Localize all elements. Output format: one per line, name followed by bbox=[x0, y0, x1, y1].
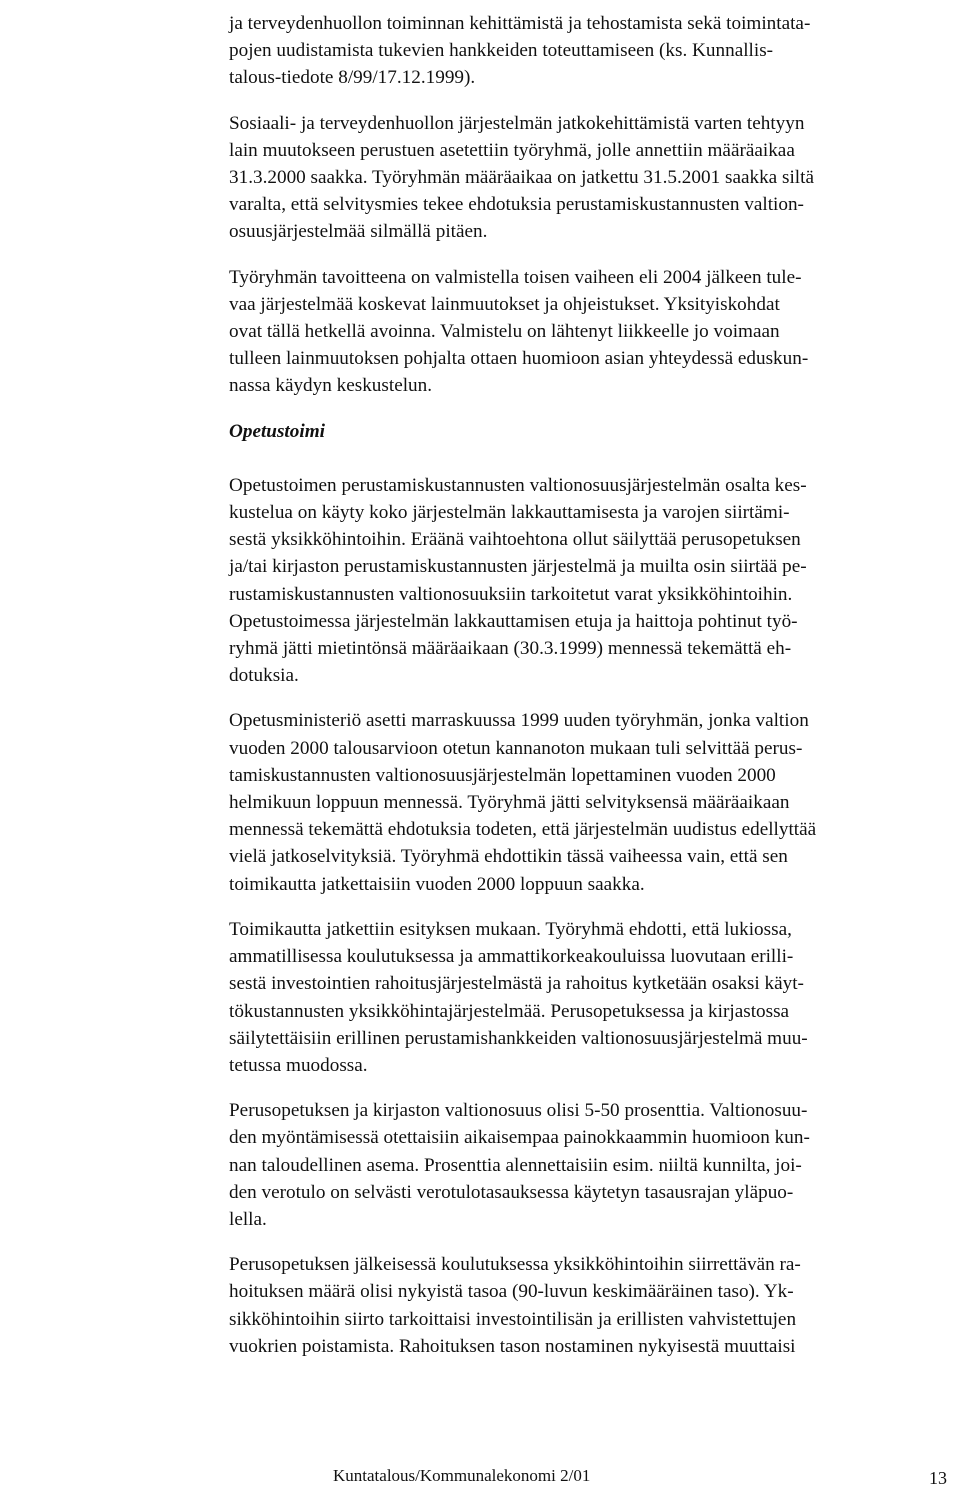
document-body bbox=[229, 10, 929, 1378]
footer-publication: Kuntatalous/Kommunalekonomi 2/01 bbox=[333, 1466, 591, 1485]
paragraph-education-discussion: Opetustoimen perustamiskustannusten valtionosuusjärjestelmän osalta kes- kustelua on käyty koko järjestelmän lakkauttamisesta ja varojen siirtämi- sestä yksikköhintoihin. Eräänä vaihtoehtona ollut säilyttää perusopetuksen ja/tai kirjaston perustamiskustannusten järjestelmä ja muilta osin siirtää pe- rustamiskustannusten valtionosuuksiin tarkoitetut varat yksikköhintoihin. Opetustoimessa järjestelmän lakkauttamisen etuja ja haittoja pohtinut työ- ryhmä jätti mietintönsä määräaikaan (30.3.1999) mennessä tekemättä eh- dotuksia. bbox=[229, 474, 807, 687]
section-heading-opetustoimi: Opetustoimi bbox=[229, 420, 325, 442]
page-number: 13 bbox=[929, 1468, 947, 1488]
paragraph-working-group: Sosiaali- ja terveydenhuollon järjestelmän jatkokehittämistä varten tehtyyn lain muutokseen perustuen asetettiin työryhmä, jolle annettiin määräaikaa 31.3.2000 saakka. Työryhmän määräaikaa on jatkettu 31.5.2001 saakka siltä varalta, että selvitysmies tekee ehdotuksia perustamiskustannusten valtion- osuusjärjestelmää silmällä pitäen. bbox=[229, 112, 814, 243]
paragraph-ministry-working-group: Opetusministeriö asetti marraskuussa 1999 uuden työryhmän, jonka valtion vuoden 2000 talousarvioon otetun kannanoton mukaan tuli selvittää perus- tamiskustannusten valtionosuusjärjestelmän lopettaminen vuoden 2000 helmikuun loppuun mennessä. Työryhmä jätti selvityksensä määräaikaan mennessä tekemättä ehdotuksia todeten, että järjestelmän uudistus edellyttää vielä jatkoselvityksiä. Työryhmä ehdottikin tässä vaiheessa vain, että sen toimikautta jatkettaisiin vuoden 2000 loppuun saakka. bbox=[229, 710, 817, 895]
paragraph-intro-continuation: ja terveydenhuollon toiminnan kehittämistä ja tehostamista sekä toimintata- pojen uudistamista tukevien hankkeiden toteuttamiseen (ks. Kunnallis- talous-tiedote 8/99/17.12.1999). bbox=[229, 13, 811, 89]
page-footer bbox=[0, 1466, 960, 1488]
paragraph-state-share: Perusopetuksen ja kirjaston valtionosuus olisi 5-50 prosenttia. Valtionosuu- den myöntämisessä otettaisiin aikaisempaa painokkaammin huomioon kun- nan taloudellinen asema. Prosenttia alennettaisiin esim. niiltä kunnilta, joi- den verotulo on selvästi verotulotasauksessa käytetyn tasausrajan yläpuo- lella. bbox=[229, 1100, 810, 1230]
paragraph-post-basic-education: Perusopetuksen jälkeisessä koulutuksessa yksikköhintoihin siirrettävän ra- hoituksen määrä olisi nykyistä tasoa (90-luvun keskimääräinen taso). Yk- sikköhintoihin siirto tarkoittaisi investointilisän ja erillisten vahvistettujen vuokrien poistamista. Rahoituksen tason nostaminen nykyisestä muuttaisi bbox=[229, 1254, 801, 1357]
paragraph-term-extended: Toimikautta jatkettiin esityksen mukaan. Työryhmä ehdotti, että lukiossa, ammatillisessa koulutuksessa ja ammattikorkeakouluissa luovutaan erilli- sestä investointien rahoitusjärjestelmästä ja rahoitus kytketään osaksi käyt- tökustannusten yksikköhintajärjestelmää. Perusopetuksessa ja kirjastossa säilytettäisiin erillinen perustamishankkeiden valtionosuusjärjestelmä muu- tetussa muodossa. bbox=[229, 918, 808, 1076]
paragraph-working-group-goal: Työryhmän tavoitteena on valmistella toisen vaiheen eli 2004 jälkeen tule- vaa järjestelmää koskevat lainmuutokset ja ohjeistukset. Yksityiskohdat ovat tällä hetkellä avoinna. Valmistelu on lähtenyt liikkeelle jo voimaan tulleen lainmuutoksen pohjalta ottaen huomioon asian yhteydessä eduskun- nassa käydyn keskustelun. bbox=[229, 266, 809, 397]
